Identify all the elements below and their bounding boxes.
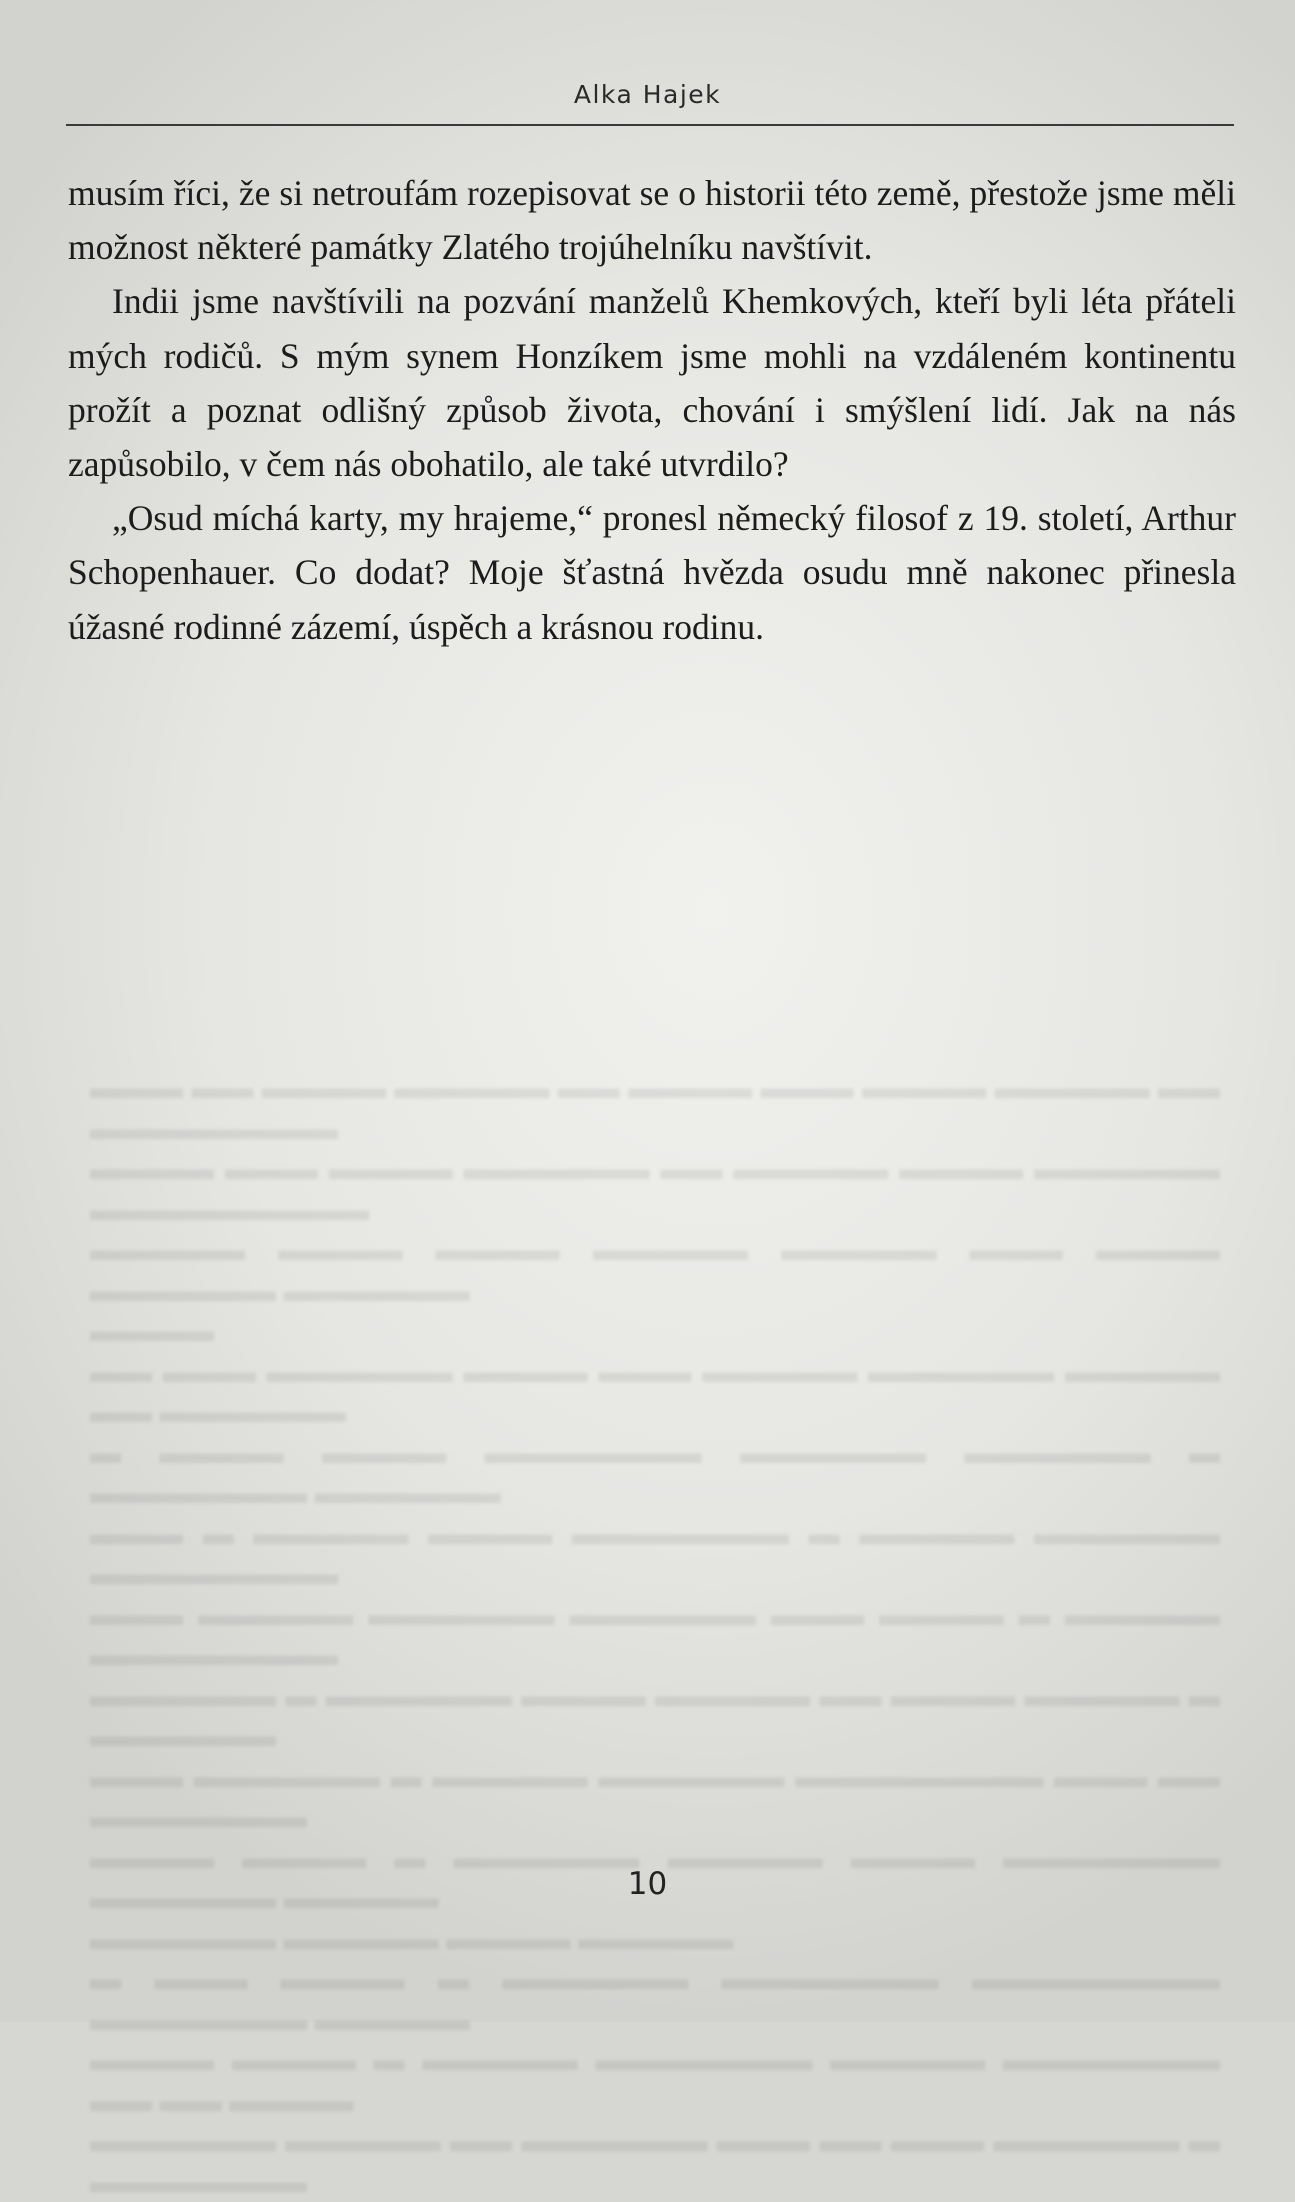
page-number: 10	[627, 1866, 668, 1902]
paragraph-2: Indii jsme navštívili na pozvání manželů Khemkových, kteří byli léta přáteli mých rodičů. S mým synem Honzíkem jsme mohli na vzdáleném kontinentu prožít a poznat odlišný způsob života, chování i smýšlení lidí. Jak na nás zapůsobilo, v čem nás obohatilo, ale také utvrdilo?	[68, 281, 1236, 485]
running-head: Alka Hajek	[573, 80, 722, 109]
paragraph-3: „Osud míchá karty, my hrajeme,“ pronesl německý filosof z 19. století, Arthur Schopenhauer. Co dodat? Moje šťastná hvězda osudu mně nakonec přinesla úžasné rodinné zázemí, úspěch a krásnou rodinu.	[68, 498, 1236, 647]
paragraph-1: musím říci, že si netroufám rozepisovat se o historii této země, přestože jsme měli možnost některé památky Zlatého trojúhelníku navštívit.	[68, 173, 1236, 268]
header-rule	[66, 124, 1234, 126]
body-text	[68, 166, 1236, 654]
show-through-texture: ▬▬▬ ▬▬ ▬▬▬▬ ▬▬▬▬▬ ▬▬ ▬▬▬▬ ▬▬▬ ▬▬▬▬ ▬▬▬▬▬ ▬▬ ▬▬▬▬▬▬▬▬ ▬▬▬▬ ▬▬▬ ▬▬▬▬ ▬▬▬▬▬▬ ▬▬ ▬▬▬▬▬ ▬▬▬▬ ▬▬▬▬▬▬ ▬▬▬▬▬▬▬▬▬ ▬▬▬▬▬ ▬▬▬▬ ▬▬▬▬ ▬▬▬▬▬ ▬▬▬▬▬ ▬▬▬ ▬▬▬▬ ▬▬▬▬▬▬ ▬▬▬▬▬▬ ▬▬▬▬ ▬▬ ▬▬▬ ▬▬▬▬▬▬ ▬▬▬▬ ▬▬▬ ▬▬▬▬▬ ▬▬▬▬▬▬ ▬▬▬▬▬ ▬▬ ▬▬▬▬▬▬ ▬ ▬▬▬▬ ▬▬▬▬ ▬▬▬▬▬▬▬ ▬▬▬▬▬▬ ▬▬▬▬▬▬ ▬ ▬▬▬▬▬▬▬ ▬▬▬▬▬▬ ▬▬▬ ▬ ▬▬▬▬▬ ▬▬▬▬ ▬▬▬▬▬▬▬ ▬ ▬▬▬▬▬ ▬▬▬▬▬▬ ▬▬▬▬▬▬▬▬ ▬▬▬ ▬▬▬▬▬ ▬▬▬▬▬▬ ▬▬▬▬▬▬ ▬▬▬ ▬▬▬▬ ▬ ▬▬▬▬▬ ▬▬▬▬▬▬▬▬ ▬▬▬▬▬▬ ▬ ▬▬▬▬▬▬ ▬▬▬▬ ▬▬▬▬▬ ▬▬ ▬▬▬▬ ▬▬▬▬▬ ▬ ▬▬▬▬▬▬ ▬▬▬ ▬▬▬▬▬▬ ▬ ▬▬▬▬▬ ▬▬▬▬▬▬ ▬▬▬▬▬▬▬▬ ▬▬▬ ▬▬ ▬▬▬▬▬▬▬ ▬▬▬▬ ▬▬▬▬ ▬ ▬▬▬▬▬▬ ▬▬▬▬▬ ▬▬▬▬ ▬▬▬▬▬▬▬ ▬▬▬▬▬▬ ▬▬▬▬▬ ▬▬▬▬▬▬ ▬▬▬▬▬ ▬▬▬▬ ▬▬▬▬▬ ▬ ▬▬▬ ▬▬▬▬ ▬ ▬▬▬▬▬▬ ▬▬▬▬▬▬▬ ▬▬▬▬▬▬▬▬ ▬▬▬▬▬▬▬ ▬▬▬▬▬ ▬▬▬▬ ▬▬▬▬ ▬ ▬▬▬▬▬ ▬▬▬▬▬▬▬ ▬▬▬▬▬ ▬▬▬▬▬▬▬ ▬▬ ▬▬ ▬▬▬▬ ▬▬▬▬▬▬ ▬▬▬▬▬ ▬▬ ▬▬▬▬▬▬ ▬▬▬ ▬▬ ▬▬▬ ▬▬▬▬▬▬ ▬ ▬▬▬▬▬▬▬	[90, 1070, 1220, 2199]
